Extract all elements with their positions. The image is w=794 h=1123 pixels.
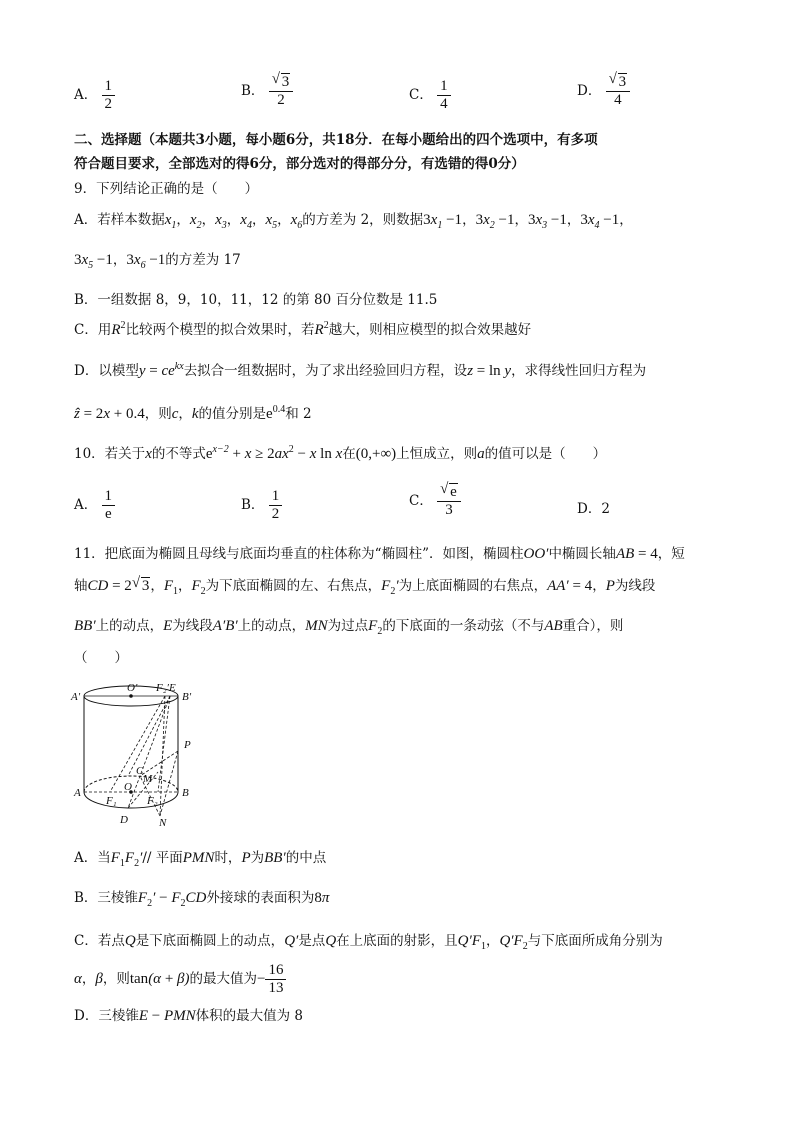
q9-option-c: C．用$R^2$比较两个模型的拟合效果时，若$R^2$越大，则相应模型的拟合效果越好 — [74, 320, 532, 338]
label-b-top: B′ — [182, 691, 192, 703]
elliptic-cylinder-figure — [70, 676, 200, 828]
q10-option-d: D．2 — [577, 501, 610, 517]
q11-stem-line2: 轴CD = 2√ 3，$F_1$，$F_2$为下底面椭圆的左、右焦点，$F_2'$为上底面椭圆的右焦点，AA′ = 4，P为线段 — [74, 574, 655, 597]
q10-stem: 10．若关于x的不等式$e^{x-2} + x \ge 2ax^2 - x$ ln x在(0,+∞)上恒成立，则a的值可以是（ ） — [74, 444, 607, 462]
q11-option-c-line1: C．若点Q是下底面椭圆上的动点，Q′是点Q在上底面的射影，且$Q'F_1$，$Q'F_2$与下底面所成角分别为 — [74, 933, 663, 952]
label-o-top: O′ — [127, 682, 138, 694]
q11-stem-line1: 11．把底面为椭圆且母线与底面均垂直的柱体称为“椭圆柱”．如图，椭圆柱OO′中椭圆长轴AB = 4，短 — [74, 546, 685, 562]
section-heading-line2: 符合题目要求，全部选对的得6分，部分选对的得部分分，有选错的得0分） — [74, 156, 525, 172]
option-letter: A． — [74, 87, 98, 103]
q9-option-d-line2: ẑ = 2x + 0.4，则c，k的值分别是$e^{0.4}$和 2 — [74, 404, 312, 422]
q9-option-a-line2: $3x_5 -1$，$3x_6 -1$的方差为 17 — [74, 252, 241, 271]
q8-option-b: B． √ $\frac{3}{2}$ — [241, 74, 293, 109]
label-f1: F₁ — [106, 795, 117, 807]
q8-option-a: A． $\frac{1}{2}$ — [74, 78, 115, 113]
q9-stem: 9．下列结论正确的是（ ） — [74, 181, 259, 197]
line-p-n — [160, 751, 178, 816]
q10-option-a: A． $\frac{1}{e}$ — [74, 488, 115, 523]
label-o: O — [124, 781, 132, 793]
q10-option-b: B． $\frac{1}{2}$ — [241, 488, 282, 523]
section-heading-line1: 二、选择题（本题共3小题，每小题6分，共18分．在每小题给出的四个选项中，有多项 — [74, 132, 598, 148]
q8-option-c: C． $\frac{1}{4}$ — [409, 78, 451, 113]
option-letter: B． — [241, 83, 265, 99]
label-m: M — [143, 773, 153, 785]
q10-option-c: C． √ $\frac{e}{3}$ — [409, 484, 461, 519]
label-f2: F₂ — [147, 795, 158, 807]
q11-option-c-line2: α，β，则tan(α + β)的最大值为− $\frac{16}{13}$ — [74, 962, 286, 997]
q11-option-b: B．三棱锥$F_2' - F_2CD$外接球的表面积为8π — [74, 890, 330, 909]
label-p: P — [184, 739, 191, 751]
label-a-top: A′ — [71, 691, 81, 703]
q11-stem-line3: BB′上的动点，E为线段A′B′上的动点，MN为过点$F_2$的下底面的一条动弦（不与AB重合），则 — [74, 618, 624, 637]
q9-option-a-line1: A．若样本数据$x_1$，$x_2$，$x_3$，$x_4$，$x_5$，$x_6$的方差为 2，则数据$3x_1 -1$，$3x_2 -1$，$3x_3 -1$，$3x_4 -1$， — [74, 212, 633, 231]
line-f2top-f2 — [158, 696, 170, 792]
option-letter: D． — [577, 83, 602, 99]
q9-option-d-line1: D．以模型$y = ce^{kx}$去拟合一组数据时，为了求出经验回归方程，设z = ln y，求得线性回归方程为 — [74, 361, 647, 379]
q11-option-a: A．当$F_1F_2'//$ 平面PMN时，P为BB′的中点 — [74, 850, 327, 869]
q11-stem-line4: （ ） — [74, 650, 128, 666]
label-f2-top: F₂′ — [156, 682, 169, 694]
label-n: N — [159, 817, 167, 828]
q9-option-b: B．一组数据 8，9，10，11，12 的第 80 百分位数是 11.5 — [74, 292, 438, 308]
label-d: D — [120, 814, 128, 826]
label-c: C — [136, 765, 144, 777]
option-letter: C． — [409, 87, 433, 103]
label-a: A — [74, 787, 81, 799]
point-o-top — [129, 694, 133, 698]
line-e-f1 — [110, 696, 165, 792]
label-e: E — [169, 682, 176, 694]
line-f2top-d — [128, 696, 170, 808]
q11-option-d: D．三棱锥E − PMN体积的最大值为 8 — [74, 1008, 304, 1024]
q8-option-d: D． √ $\frac{3}{4}$ — [577, 74, 630, 109]
label-b: B — [182, 787, 189, 799]
